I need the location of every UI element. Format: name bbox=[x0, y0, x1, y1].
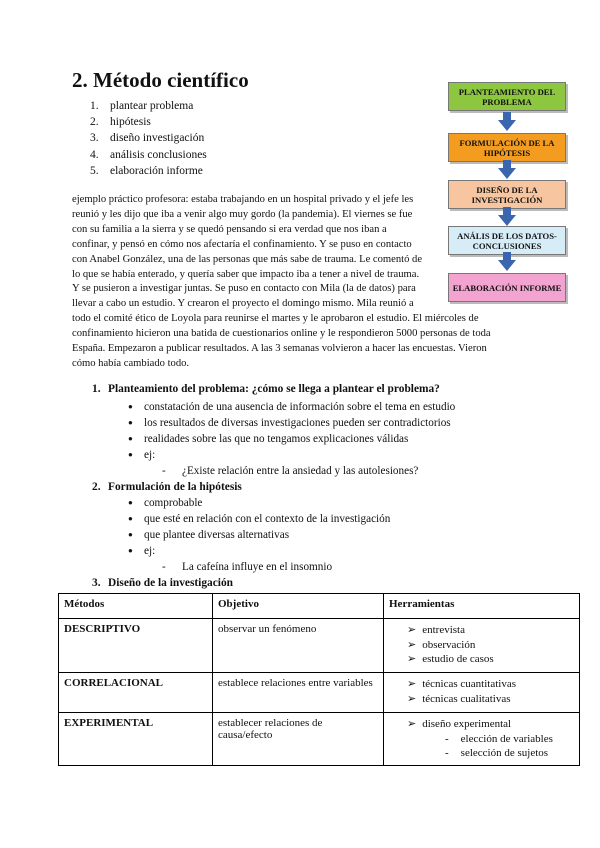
flow-box-planteamiento: PLANTEAMIENTO DEL PROBLEMA bbox=[448, 82, 566, 111]
method-steps-list bbox=[90, 98, 207, 179]
table-row bbox=[59, 619, 580, 673]
list-item: 4. análisis conclusiones bbox=[90, 148, 207, 161]
tool-item: ➢ entrevista bbox=[389, 623, 574, 638]
flow-box-elaboracion: ELABORACIÓN INFORME bbox=[448, 273, 566, 302]
example-paragraph: ejemplo práctico profesora: estaba trabajando en un hospital privado y el jefe les reunió y les dijo que iba a venir algo muy gordo (la pandemia). El viernes se fue con su familia a la sierra y se quedó pensando si era verdad que nos iban a confinar, y pensó en cómo nos afectaría el confinamiento. Y se puso en contacto con Anabel González, una de las personas que más sabe de trauma. Le comentó de lo que se había enterado, y quería saber que impacto iba a tener a nivel de trauma. Y se pusieron a investigar juntas. Se puso en contacto con Mila (la de datos) para llevar a cabo un estudio. Y crearon el proyecto el domingo mismo. Mila reunió a bbox=[72, 194, 423, 310]
table-header-row bbox=[59, 594, 580, 619]
column-header: Objetivo bbox=[213, 594, 384, 619]
objective-cell: establecer relaciones de causa/efecto bbox=[213, 713, 384, 766]
tool-item: ➢ estudio de casos bbox=[389, 652, 574, 667]
example-item: - La cafeína influye en el insomnio bbox=[162, 561, 332, 573]
list-item: ● realidades sobre las que no tengamos explicaciones válidas bbox=[130, 433, 408, 445]
objective-cell: establece relaciones entre variables bbox=[213, 673, 384, 713]
flow-arrow-icon bbox=[498, 260, 516, 271]
list-item: ● ej: bbox=[130, 545, 155, 557]
tool-item: ➢ diseño experimental bbox=[389, 717, 574, 732]
section-heading-formulacion: 2. Formulación de la hipótesis bbox=[92, 481, 242, 493]
flow-arrow-icon bbox=[498, 168, 516, 179]
method-cell: EXPERIMENTAL bbox=[59, 713, 213, 766]
list-item: ● que esté en relación con el contexto de la investigación bbox=[130, 513, 390, 525]
section-heading-diseno: 3. Diseño de la investigación bbox=[92, 577, 233, 589]
list-item: ● ej: bbox=[130, 449, 155, 461]
table-row bbox=[59, 673, 580, 713]
example-paragraph-continued: todo el comité ético de Loyola para reunirse el martes y le aprobaron el estudio. El miércoles de confinamiento hicieron una batida de cuestionarios online y le respondieron 5000 personas de toda España. Empezaron a publicar resultados. A las 3 semanas volvieron a hacer las encuestas. Vieron cómo había cambiado todo. bbox=[72, 313, 491, 369]
tool-item: ➢ técnicas cualitativas bbox=[389, 692, 574, 707]
section-title: 2. Método científico bbox=[72, 68, 249, 92]
flow-arrow-icon bbox=[498, 215, 516, 226]
tools-cell bbox=[384, 673, 580, 713]
list-item: 1. plantear problema bbox=[90, 100, 194, 112]
list-item: 5. elaboración informe bbox=[90, 164, 203, 177]
column-header: Métodos bbox=[59, 594, 213, 619]
subtool-item: - elección de variables bbox=[389, 732, 574, 747]
column-header: Herramientas bbox=[384, 594, 580, 619]
table-row bbox=[59, 713, 580, 766]
tool-item: ➢ técnicas cuantitativas bbox=[389, 677, 574, 692]
tools-cell bbox=[384, 619, 580, 673]
flow-box-formulacion: FORMULACIÓN DE LA HIPÓTESIS bbox=[448, 133, 566, 162]
subtool-item: - selección de sujetos bbox=[389, 746, 574, 761]
flow-box-diseno: DISEÑO DE LA INVESTIGACIÓN bbox=[448, 180, 566, 209]
method-cell: CORRELACIONAL bbox=[59, 673, 213, 713]
tool-item: ➢ observación bbox=[389, 638, 574, 653]
list-item: ● constatación de una ausencia de información sobre el tema en estudio bbox=[130, 401, 455, 413]
objective-cell: observar un fenómeno bbox=[213, 619, 384, 673]
list-item: 3. diseño investigación bbox=[90, 132, 205, 145]
methods-table bbox=[58, 593, 580, 766]
section-heading-planteamiento: 1. Planteamiento del problema: ¿cómo se llega a plantear el problema? bbox=[92, 383, 440, 395]
list-item: ● que plantee diversas alternativas bbox=[130, 529, 289, 541]
method-cell: DESCRIPTIVO bbox=[59, 619, 213, 673]
list-item: 2. hipótesis bbox=[90, 116, 151, 129]
list-item: ● los resultados de diversas investigaciones pueden ser contradictorios bbox=[130, 417, 451, 429]
tools-cell bbox=[384, 713, 580, 766]
example-item: - ¿Existe relación entre la ansiedad y las autolesiones? bbox=[162, 465, 418, 477]
flow-arrow-icon bbox=[498, 120, 516, 131]
list-item: ● comprobable bbox=[130, 497, 202, 509]
flow-box-analisis: ANÁLIS DE LOS DATOS-CONCLUSIONES bbox=[448, 226, 566, 255]
